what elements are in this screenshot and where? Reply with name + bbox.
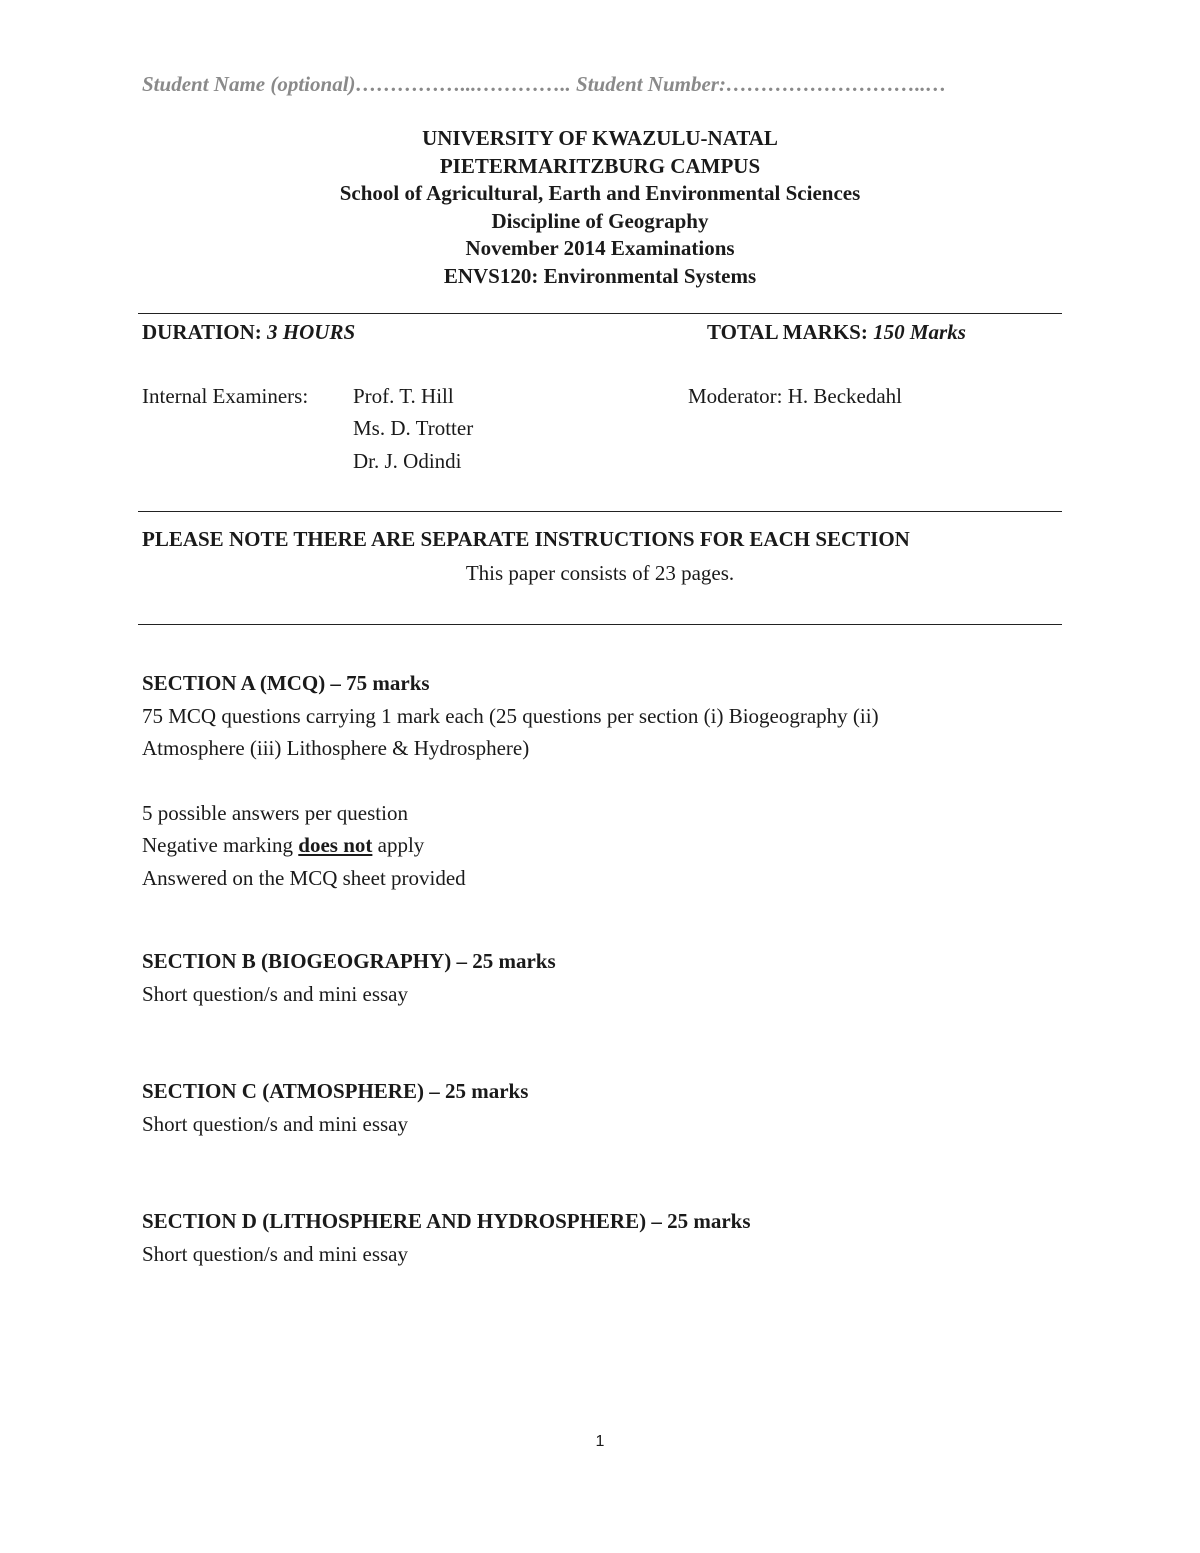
negative-marking-suffix: apply <box>372 833 425 857</box>
instructions-note: PLEASE NOTE THERE ARE SEPARATE INSTRUCTIONS FOR EACH SECTION <box>142 527 910 551</box>
page-number: 1 <box>595 1433 605 1450</box>
total-marks-value: 150 Marks <box>873 320 966 344</box>
school-name: School of Agricultural, Earth and Environmental Sciences <box>339 181 861 205</box>
total-marks <box>707 320 966 345</box>
exam-header <box>0 125 1200 290</box>
university-name: UNIVERSITY OF KWAZULU-NATAL <box>422 126 778 150</box>
duration-label: DURATION: <box>142 320 262 344</box>
divider-rule <box>138 624 1062 625</box>
mcq-sheet-note: Answered on the MCQ sheet provided <box>142 866 466 890</box>
section-b-title: SECTION B (BIOGEOGRAPHY) – 25 marks <box>142 949 556 973</box>
section-c-title: SECTION C (ATMOSPHERE) – 25 marks <box>142 1079 529 1103</box>
section-b-desc: Short question/s and mini essay <box>142 982 408 1006</box>
examiner-name: Prof. T. Hill <box>353 384 454 408</box>
section-a-title: SECTION A (MCQ) – 75 marks <box>142 671 430 695</box>
duration <box>142 320 355 345</box>
negative-marking-note <box>142 833 424 858</box>
discipline-name: Discipline of Geography <box>491 208 709 233</box>
divider-rule <box>138 313 1062 314</box>
total-marks-label: TOTAL MARKS: <box>707 320 868 344</box>
section-d-title: SECTION D (LITHOSPHERE AND HYDROSPHERE) – 25 marks <box>142 1209 751 1233</box>
moderator: Moderator: H. Beckedahl <box>688 384 903 408</box>
examiners-label: Internal Examiners: <box>142 384 309 408</box>
section-c-desc: Short question/s and mini essay <box>142 1112 408 1136</box>
exam-session: November 2014 Examinations <box>465 236 735 260</box>
negative-marking-emphasis: does not <box>298 833 373 857</box>
section-a-desc-line: 75 MCQ questions carrying 1 mark each (25 questions per section (i) Biogeography (ii) <box>142 704 879 728</box>
negative-marking-prefix: Negative marking <box>142 833 299 857</box>
examiner-name: Ms. D. Trotter <box>353 416 474 440</box>
page-count-note: This paper consists of 23 pages. <box>465 561 735 585</box>
course-title: ENVS120: Environmental Systems <box>443 263 757 288</box>
duration-value: 3 HOURS <box>267 320 356 344</box>
section-a-desc-line: Atmosphere (iii) Lithosphere & Hydrosphere) <box>142 736 530 760</box>
examiner-name: Dr. J. Odindi <box>353 449 462 473</box>
campus-name: PIETERMARITZBURG CAMPUS <box>439 153 761 178</box>
answers-per-question: 5 possible answers per question <box>142 801 408 825</box>
student-name-number-line: Student Name (optional)……………...………….. Student Number:………………………..… <box>142 72 947 96</box>
divider-rule <box>138 511 1062 512</box>
section-d-desc: Short question/s and mini essay <box>142 1242 408 1266</box>
